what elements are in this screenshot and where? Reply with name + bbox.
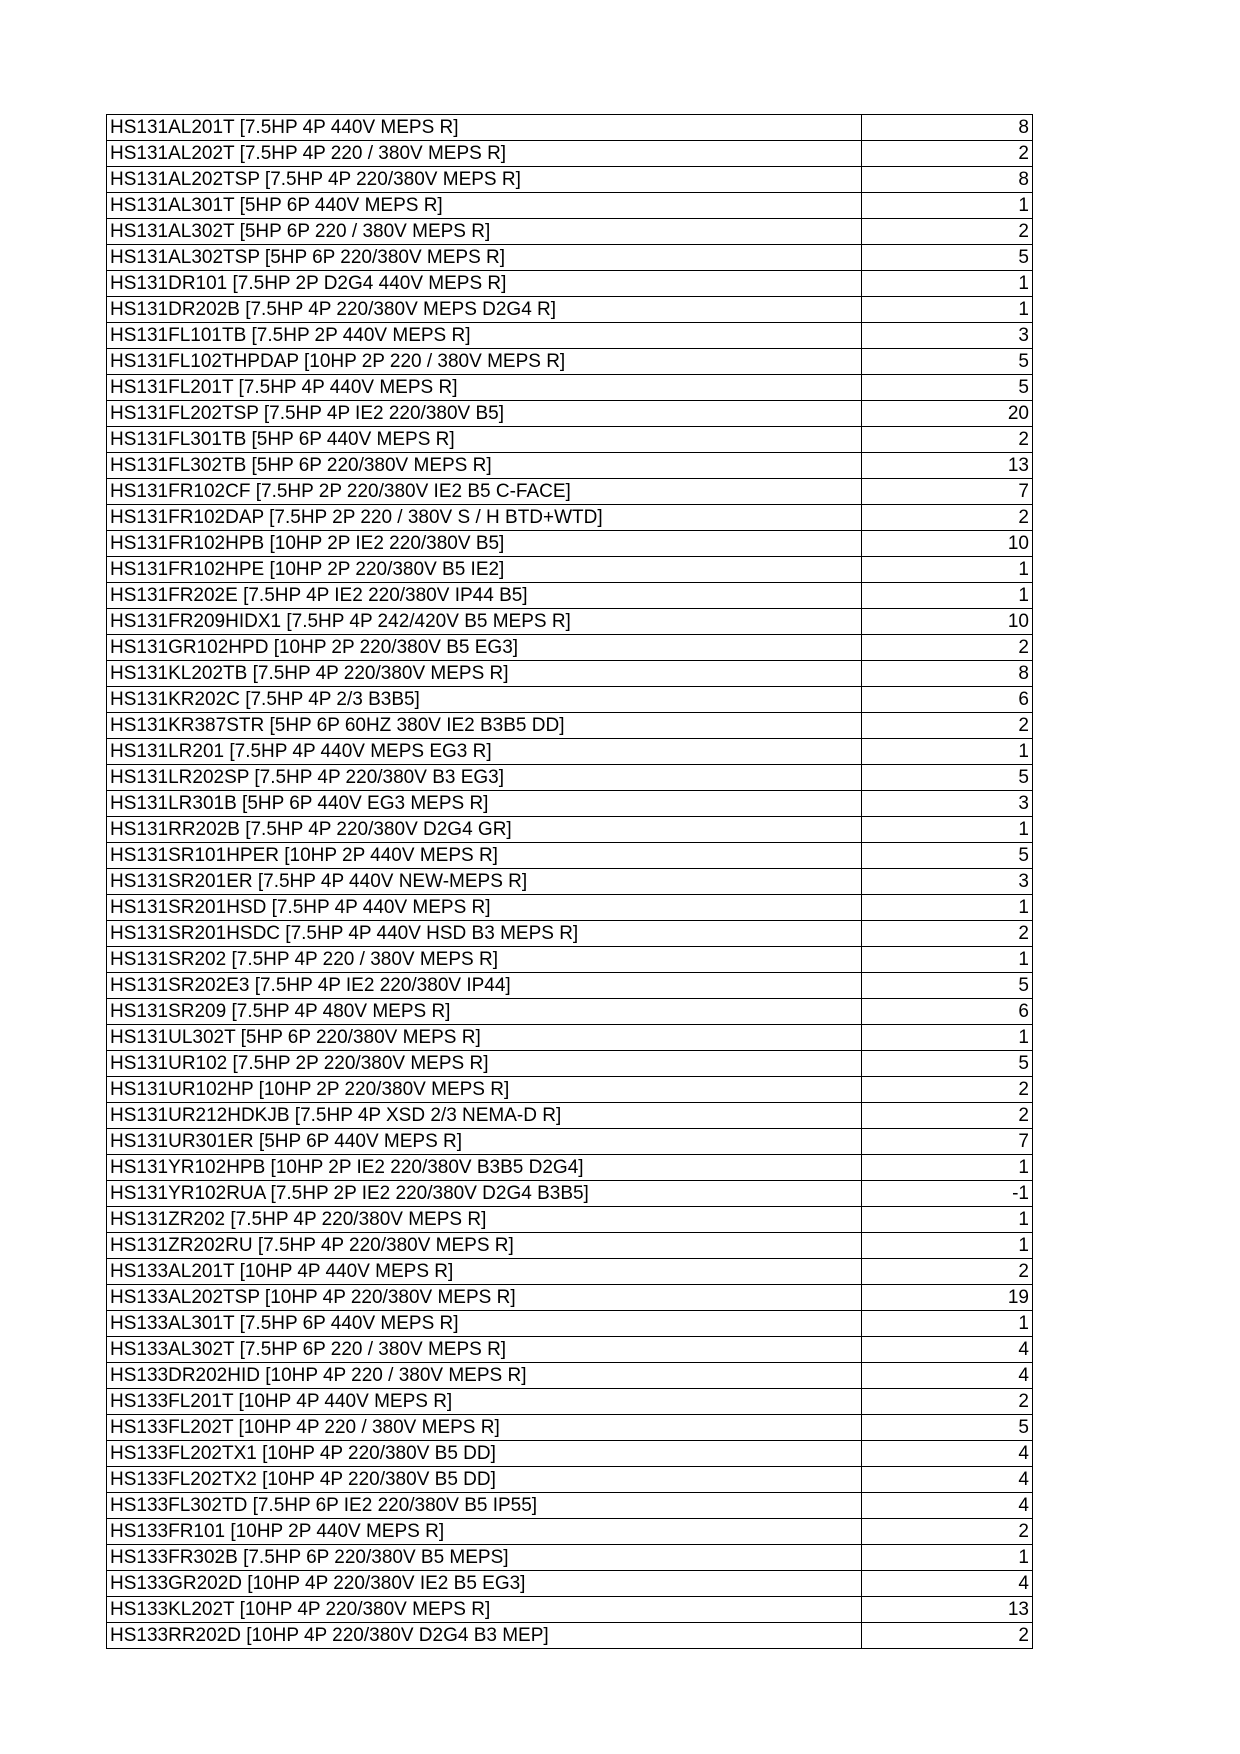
item-description-cell: HS133FL201T [10HP 4P 440V MEPS R] xyxy=(107,1389,862,1415)
item-description-cell: HS131KR202C [7.5HP 4P 2/3 B3B5] xyxy=(107,687,862,713)
item-quantity-cell: 2 xyxy=(862,921,1033,947)
item-quantity-cell: 4 xyxy=(862,1441,1033,1467)
item-quantity-cell: 4 xyxy=(862,1467,1033,1493)
item-description-cell: HS131DR202B [7.5HP 4P 220/380V MEPS D2G4 R] xyxy=(107,297,862,323)
table-row xyxy=(107,1129,1033,1155)
item-description-cell: HS131FR102CF [7.5HP 2P 220/380V IE2 B5 C-FACE] xyxy=(107,479,862,505)
item-description-cell: HS131AL302TSP [5HP 6P 220/380V MEPS R] xyxy=(107,245,862,271)
table-row xyxy=(107,1077,1033,1103)
table-row xyxy=(107,1571,1033,1597)
item-description-cell: HS133GR202D [10HP 4P 220/380V IE2 B5 EG3] xyxy=(107,1571,862,1597)
item-description-cell: HS131SR201ER [7.5HP 4P 440V NEW-MEPS R] xyxy=(107,869,862,895)
item-quantity-cell: 4 xyxy=(862,1571,1033,1597)
item-description-cell: HS131FL101TB [7.5HP 2P 440V MEPS R] xyxy=(107,323,862,349)
item-description-cell: HS131AL202T [7.5HP 4P 220 / 380V MEPS R] xyxy=(107,141,862,167)
item-quantity-cell: 4 xyxy=(862,1493,1033,1519)
item-quantity-cell: 5 xyxy=(862,1415,1033,1441)
item-description-cell: HS131FL102THPDAP [10HP 2P 220 / 380V MEPS R] xyxy=(107,349,862,375)
item-quantity-cell: 1 xyxy=(862,1311,1033,1337)
item-quantity-cell: 1 xyxy=(862,817,1033,843)
item-description-cell: HS131YR102HPB [10HP 2P IE2 220/380V B3B5 D2G4] xyxy=(107,1155,862,1181)
item-quantity-cell: 2 xyxy=(862,1103,1033,1129)
item-description-cell: HS133FR101 [10HP 2P 440V MEPS R] xyxy=(107,1519,862,1545)
inventory-table xyxy=(106,114,1033,1649)
item-description-cell: HS131UR102HP [10HP 2P 220/380V MEPS R] xyxy=(107,1077,862,1103)
item-description-cell: HS131UL302T [5HP 6P 220/380V MEPS R] xyxy=(107,1025,862,1051)
item-description-cell: HS131KR387STR [5HP 6P 60HZ 380V IE2 B3B5 DD] xyxy=(107,713,862,739)
item-description-cell: HS131ZR202 [7.5HP 4P 220/380V MEPS R] xyxy=(107,1207,862,1233)
item-description-cell: HS131SR202 [7.5HP 4P 220 / 380V MEPS R] xyxy=(107,947,862,973)
item-description-cell: HS133AL201T [10HP 4P 440V MEPS R] xyxy=(107,1259,862,1285)
table-row xyxy=(107,1155,1033,1181)
item-description-cell: HS133DR202HID [10HP 4P 220 / 380V MEPS R] xyxy=(107,1363,862,1389)
table-row xyxy=(107,791,1033,817)
item-quantity-cell: 3 xyxy=(862,323,1033,349)
item-description-cell: HS131UR102 [7.5HP 2P 220/380V MEPS R] xyxy=(107,1051,862,1077)
table-row xyxy=(107,375,1033,401)
table-row xyxy=(107,271,1033,297)
table-row xyxy=(107,1337,1033,1363)
table-row xyxy=(107,557,1033,583)
table-row xyxy=(107,1103,1033,1129)
table-row xyxy=(107,1363,1033,1389)
item-quantity-cell: 2 xyxy=(862,427,1033,453)
item-quantity-cell: 1 xyxy=(862,1545,1033,1571)
item-description-cell: HS131AL301T [5HP 6P 440V MEPS R] xyxy=(107,193,862,219)
item-description-cell: HS131AL202TSP [7.5HP 4P 220/380V MEPS R] xyxy=(107,167,862,193)
item-description-cell: HS131SR209 [7.5HP 4P 480V MEPS R] xyxy=(107,999,862,1025)
table-row xyxy=(107,739,1033,765)
item-description-cell: HS131FL301TB [5HP 6P 440V MEPS R] xyxy=(107,427,862,453)
table-row xyxy=(107,869,1033,895)
table-row xyxy=(107,1025,1033,1051)
table-row xyxy=(107,635,1033,661)
table-row xyxy=(107,401,1033,427)
item-quantity-cell: 8 xyxy=(862,115,1033,141)
table-row xyxy=(107,115,1033,141)
table-row xyxy=(107,1207,1033,1233)
item-quantity-cell: 1 xyxy=(862,271,1033,297)
item-quantity-cell: 3 xyxy=(862,869,1033,895)
table-row xyxy=(107,531,1033,557)
item-quantity-cell: 13 xyxy=(862,453,1033,479)
table-row xyxy=(107,843,1033,869)
item-quantity-cell: 10 xyxy=(862,609,1033,635)
item-quantity-cell: 7 xyxy=(862,479,1033,505)
item-description-cell: HS131SR201HSD [7.5HP 4P 440V MEPS R] xyxy=(107,895,862,921)
table-row xyxy=(107,505,1033,531)
item-description-cell: HS131UR212HDKJB [7.5HP 4P XSD 2/3 NEMA-D R] xyxy=(107,1103,862,1129)
item-description-cell: HS131RR202B [7.5HP 4P 220/380V D2G4 GR] xyxy=(107,817,862,843)
table-row xyxy=(107,687,1033,713)
table-row xyxy=(107,947,1033,973)
item-description-cell: HS131LR201 [7.5HP 4P 440V MEPS EG3 R] xyxy=(107,739,862,765)
table-row xyxy=(107,999,1033,1025)
table-row xyxy=(107,661,1033,687)
item-quantity-cell: 2 xyxy=(862,1259,1033,1285)
item-description-cell: HS131KL202TB [7.5HP 4P 220/380V MEPS R] xyxy=(107,661,862,687)
item-quantity-cell: 1 xyxy=(862,1155,1033,1181)
item-quantity-cell: -1 xyxy=(862,1181,1033,1207)
item-quantity-cell: 8 xyxy=(862,167,1033,193)
item-description-cell: HS133FL202TX1 [10HP 4P 220/380V B5 DD] xyxy=(107,1441,862,1467)
item-quantity-cell: 2 xyxy=(862,635,1033,661)
table-row xyxy=(107,1441,1033,1467)
table-row xyxy=(107,427,1033,453)
item-description-cell: HS131SR101HPER [10HP 2P 440V MEPS R] xyxy=(107,843,862,869)
item-description-cell: HS131FL302TB [5HP 6P 220/380V MEPS R] xyxy=(107,453,862,479)
item-description-cell: HS131LR301B [5HP 6P 440V EG3 MEPS R] xyxy=(107,791,862,817)
table-row xyxy=(107,1285,1033,1311)
item-quantity-cell: 1 xyxy=(862,947,1033,973)
item-description-cell: HS131FR209HIDX1 [7.5HP 4P 242/420V B5 MEPS R] xyxy=(107,609,862,635)
table-row xyxy=(107,1311,1033,1337)
item-quantity-cell: 7 xyxy=(862,1129,1033,1155)
item-quantity-cell: 1 xyxy=(862,557,1033,583)
table-row xyxy=(107,1623,1033,1649)
item-quantity-cell: 5 xyxy=(862,973,1033,999)
table-row xyxy=(107,1493,1033,1519)
item-description-cell: HS133FL302TD [7.5HP 6P IE2 220/380V B5 IP55] xyxy=(107,1493,862,1519)
item-description-cell: HS131FR102DAP [7.5HP 2P 220 / 380V S / H BTD+WTD] xyxy=(107,505,862,531)
item-quantity-cell: 19 xyxy=(862,1285,1033,1311)
item-description-cell: HS131FR102HPB [10HP 2P IE2 220/380V B5] xyxy=(107,531,862,557)
item-quantity-cell: 5 xyxy=(862,765,1033,791)
item-quantity-cell: 2 xyxy=(862,1623,1033,1649)
table-row xyxy=(107,141,1033,167)
table-row xyxy=(107,479,1033,505)
table-row xyxy=(107,973,1033,999)
table-row xyxy=(107,1259,1033,1285)
item-description-cell: HS131ZR202RU [7.5HP 4P 220/380V MEPS R] xyxy=(107,1233,862,1259)
item-quantity-cell: 13 xyxy=(862,1597,1033,1623)
table-row xyxy=(107,1415,1033,1441)
item-quantity-cell: 1 xyxy=(862,583,1033,609)
item-quantity-cell: 5 xyxy=(862,245,1033,271)
item-description-cell: HS133FL202T [10HP 4P 220 / 380V MEPS R] xyxy=(107,1415,862,1441)
item-description-cell: HS131YR102RUA [7.5HP 2P IE2 220/380V D2G4 B3B5] xyxy=(107,1181,862,1207)
item-quantity-cell: 2 xyxy=(862,1077,1033,1103)
item-quantity-cell: 1 xyxy=(862,895,1033,921)
item-description-cell: HS131FR102HPE [10HP 2P 220/380V B5 IE2] xyxy=(107,557,862,583)
table-row xyxy=(107,1181,1033,1207)
item-description-cell: HS131FR202E [7.5HP 4P IE2 220/380V IP44 B5] xyxy=(107,583,862,609)
inventory-table-body xyxy=(107,115,1033,1649)
table-row xyxy=(107,765,1033,791)
item-quantity-cell: 2 xyxy=(862,141,1033,167)
table-row xyxy=(107,323,1033,349)
item-quantity-cell: 2 xyxy=(862,1389,1033,1415)
table-row xyxy=(107,713,1033,739)
item-quantity-cell: 1 xyxy=(862,193,1033,219)
item-quantity-cell: 6 xyxy=(862,687,1033,713)
table-row xyxy=(107,1389,1033,1415)
item-description-cell: HS133KL202T [10HP 4P 220/380V MEPS R] xyxy=(107,1597,862,1623)
table-row xyxy=(107,895,1033,921)
item-quantity-cell: 1 xyxy=(862,1025,1033,1051)
table-row xyxy=(107,609,1033,635)
item-description-cell: HS131LR202SP [7.5HP 4P 220/380V B3 EG3] xyxy=(107,765,862,791)
item-description-cell: HS131AL302T [5HP 6P 220 / 380V MEPS R] xyxy=(107,219,862,245)
item-quantity-cell: 1 xyxy=(862,739,1033,765)
table-row xyxy=(107,1233,1033,1259)
item-description-cell: HS131AL201T [7.5HP 4P 440V MEPS R] xyxy=(107,115,862,141)
item-quantity-cell: 8 xyxy=(862,661,1033,687)
item-quantity-cell: 1 xyxy=(862,1207,1033,1233)
table-row xyxy=(107,817,1033,843)
item-description-cell: HS131GR102HPD [10HP 2P 220/380V B5 EG3] xyxy=(107,635,862,661)
item-quantity-cell: 2 xyxy=(862,505,1033,531)
item-quantity-cell: 10 xyxy=(862,531,1033,557)
item-description-cell: HS133RR202D [10HP 4P 220/380V D2G4 B3 MEP] xyxy=(107,1623,862,1649)
item-description-cell: HS131SR202E3 [7.5HP 4P IE2 220/380V IP44] xyxy=(107,973,862,999)
table-row xyxy=(107,1467,1033,1493)
table-row xyxy=(107,349,1033,375)
table-row xyxy=(107,1519,1033,1545)
item-description-cell: HS131FL202TSP [7.5HP 4P IE2 220/380V B5] xyxy=(107,401,862,427)
item-quantity-cell: 5 xyxy=(862,1051,1033,1077)
item-quantity-cell: 4 xyxy=(862,1337,1033,1363)
table-row xyxy=(107,245,1033,271)
item-description-cell: HS133FR302B [7.5HP 6P 220/380V B5 MEPS] xyxy=(107,1545,862,1571)
table-row xyxy=(107,1545,1033,1571)
item-description-cell: HS133AL202TSP [10HP 4P 220/380V MEPS R] xyxy=(107,1285,862,1311)
item-quantity-cell: 3 xyxy=(862,791,1033,817)
item-quantity-cell: 1 xyxy=(862,297,1033,323)
item-quantity-cell: 6 xyxy=(862,999,1033,1025)
table-row xyxy=(107,193,1033,219)
table-row xyxy=(107,219,1033,245)
item-quantity-cell: 2 xyxy=(862,1519,1033,1545)
item-quantity-cell: 5 xyxy=(862,843,1033,869)
item-description-cell: HS133FL202TX2 [10HP 4P 220/380V B5 DD] xyxy=(107,1467,862,1493)
table-row xyxy=(107,453,1033,479)
table-row xyxy=(107,297,1033,323)
table-row xyxy=(107,1597,1033,1623)
item-quantity-cell: 1 xyxy=(862,1233,1033,1259)
item-description-cell: HS131FL201T [7.5HP 4P 440V MEPS R] xyxy=(107,375,862,401)
item-description-cell: HS131DR101 [7.5HP 2P D2G4 440V MEPS R] xyxy=(107,271,862,297)
table-row xyxy=(107,167,1033,193)
item-quantity-cell: 2 xyxy=(862,219,1033,245)
table-row xyxy=(107,921,1033,947)
table-row xyxy=(107,583,1033,609)
item-description-cell: HS133AL301T [7.5HP 6P 440V MEPS R] xyxy=(107,1311,862,1337)
item-quantity-cell: 5 xyxy=(862,349,1033,375)
table-row xyxy=(107,1051,1033,1077)
item-quantity-cell: 5 xyxy=(862,375,1033,401)
item-description-cell: HS131SR201HSDC [7.5HP 4P 440V HSD B3 MEPS R] xyxy=(107,921,862,947)
item-quantity-cell: 4 xyxy=(862,1363,1033,1389)
item-description-cell: HS131UR301ER [5HP 6P 440V MEPS R] xyxy=(107,1129,862,1155)
item-quantity-cell: 2 xyxy=(862,713,1033,739)
item-quantity-cell: 20 xyxy=(862,401,1033,427)
item-description-cell: HS133AL302T [7.5HP 6P 220 / 380V MEPS R] xyxy=(107,1337,862,1363)
